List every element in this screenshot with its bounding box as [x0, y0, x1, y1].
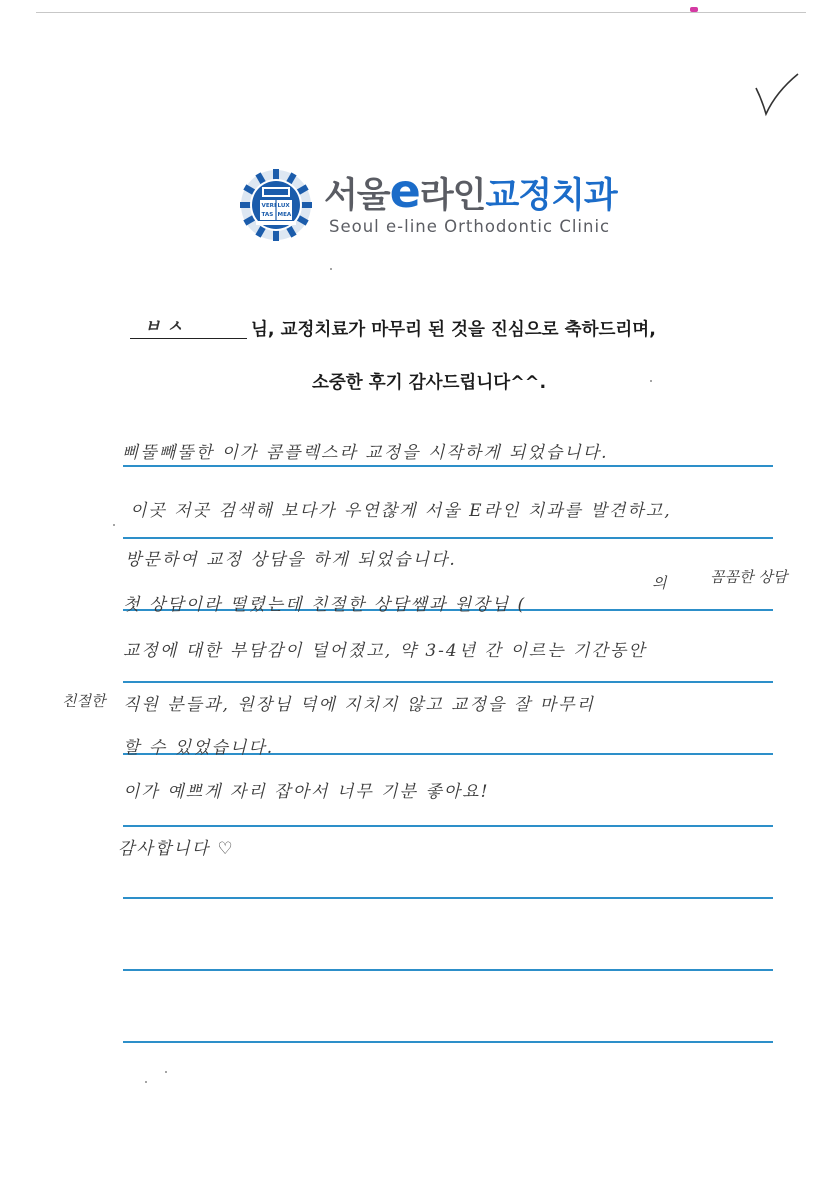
ink-mark	[690, 7, 698, 12]
greeting-text: 님, 교정치료가 마무리 된 것을 진심으로 축하드리며,	[251, 320, 656, 340]
stray-dot	[113, 524, 115, 526]
clinic-name-part-1: 서울	[324, 176, 390, 216]
handwritten-line-2: 이곳 저곳 검색해 보다가 우연찮게 서울 E라인 치과를 발견하고,	[130, 501, 672, 521]
university-emblem-icon	[238, 167, 314, 243]
handwritten-insert-right: 꼼꼼한 상담	[710, 568, 788, 586]
clinic-name-part-3: 교정치과	[485, 176, 617, 216]
greeting-line	[130, 312, 770, 342]
patient-name-handwritten: ㅂ ㅅ	[144, 317, 183, 337]
emblem-text-1: VERI	[261, 203, 277, 209]
ruled-line	[123, 825, 773, 827]
clinic-subtitle: Seoul e-line Orthodontic Clinic	[329, 217, 611, 236]
emblem-text-2: LUX	[277, 203, 290, 209]
handwritten-line-9: 감사합니다 ♡	[118, 839, 235, 859]
ruled-line	[123, 969, 773, 971]
top-rule	[36, 12, 806, 13]
handwritten-line-1: 삐뚤빼뚤한 이가 콤플렉스라 교정을 시작하게 되었습니다.	[122, 443, 609, 463]
clinic-name	[324, 164, 617, 218]
handwritten-line-3: 방문하여 교정 상담을 하게 되었습니다.	[125, 550, 457, 570]
clinic-logo	[238, 164, 668, 247]
check-mark-icon	[752, 70, 802, 120]
clinic-name-e: e	[389, 164, 420, 218]
emblem-text-3: TAS	[261, 212, 274, 218]
stray-dot	[145, 1081, 147, 1083]
handwritten-line-8: 이가 예쁘게 자리 잡아서 너무 기분 좋아요!	[123, 782, 490, 802]
handwritten-margin-note: 친절한	[62, 692, 106, 710]
clinic-name-part-2: 라인	[419, 176, 486, 216]
emblem-text-4: MEA	[277, 212, 292, 218]
thanks-line: 소중한 후기 감사드립니다^^.	[312, 373, 547, 393]
ruled-line	[123, 537, 773, 539]
ruled-line	[123, 1041, 773, 1043]
handwritten-line-6: 직원 분들과, 원장님 덕에 지치지 않고 교정을 잘 마무리	[123, 695, 595, 715]
stray-dot	[330, 268, 332, 270]
name-blank-underline	[130, 338, 247, 339]
stray-dot	[650, 380, 652, 382]
handwritten-insert-above: 의	[652, 574, 667, 592]
ruled-line	[123, 897, 773, 899]
handwritten-line-4: 첫 상담이라 떨렸는데 친절한 상담쌤과 원장님 (	[123, 595, 527, 615]
ruled-line	[123, 681, 773, 683]
handwritten-line-7: 할 수 있었습니다.	[123, 738, 275, 758]
handwritten-line-5: 교정에 대한 부담감이 덜어졌고, 약 3-4년 간 이르는 기간동안	[123, 641, 647, 661]
stray-dot	[165, 1071, 167, 1073]
ruled-line	[123, 465, 773, 467]
